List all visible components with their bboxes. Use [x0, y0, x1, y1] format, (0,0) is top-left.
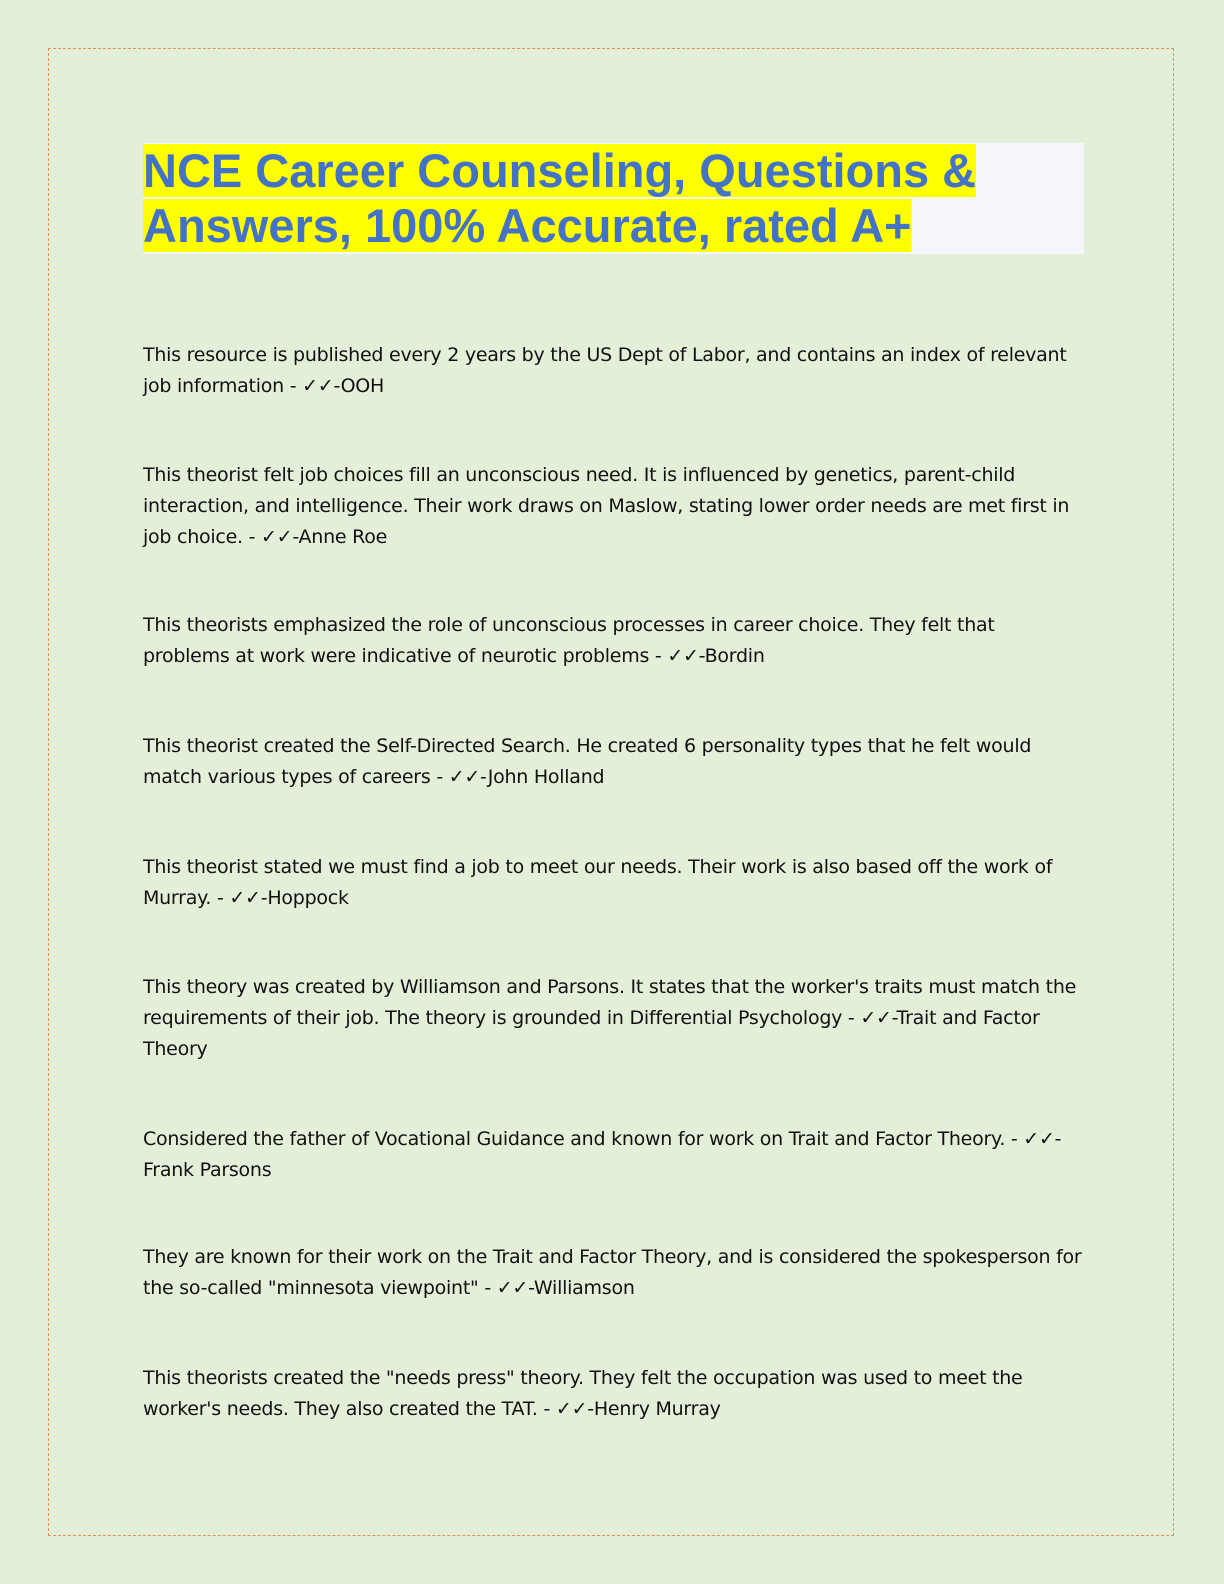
answer-text: Williamson [533, 1277, 635, 1299]
title-highlight: NCE Career Counseling, Questions & Answers, 100% Accurate, rated A+ [143, 144, 977, 252]
title-block [143, 143, 1084, 254]
check-separator: - ✓✓- [649, 645, 705, 667]
question-text: This theorist stated we must find a job to meet our needs. Their work is also based off the work of Murray. [143, 856, 1053, 909]
question-text: This theorists created the "needs press" theory. They felt the occupation was used to meet the worker's needs. They also created the TAT. [143, 1367, 1023, 1420]
qa-item [143, 610, 1083, 672]
check-separator: - ✓✓- [242, 526, 299, 548]
answer-text: Henry Murray [593, 1398, 721, 1420]
answer-text: Trait and Factor Theory [143, 1007, 1040, 1060]
question-text: This theory was created by Williamson and Parsons. It states that the worker's traits must match the requirements of their job. The theory is grounded in Differential Psychology [143, 976, 1077, 1029]
answer-text: Anne Roe [298, 526, 388, 548]
check-separator: - ✓✓- [430, 766, 488, 788]
document-title [143, 143, 1084, 253]
answer-text: Hoppock [267, 887, 349, 909]
check-separator: - ✓✓- [537, 1398, 594, 1420]
question-text: This theorists emphasized the role of unconscious processes in career choice. They felt that problems at work were indicative of neurotic problems [143, 614, 995, 667]
check-separator: - ✓✓- [1005, 1128, 1062, 1150]
check-separator: - ✓✓- [283, 375, 341, 397]
answer-text: OOH [340, 375, 385, 397]
question-text: This theorist created the Self-Directed Search. He created 6 personality types that he felt would match various types of careers [143, 735, 1032, 788]
answer-text: John Holland [487, 766, 605, 788]
check-separator: - ✓✓- [478, 1277, 534, 1299]
qa-item [143, 460, 1083, 553]
qa-item [143, 1124, 1083, 1186]
question-text: They are known for their work on the Trait and Factor Theory, and is considered the spokesperson for the so-called "minnesota viewpoint" [143, 1246, 1082, 1299]
qa-item [143, 731, 1083, 793]
check-separator: - ✓✓- [842, 1007, 897, 1029]
question-text: This theorist felt job choices fill an unconscious need. It is influenced by genetics, parent-child interaction, and intelligence. Their work draws on Maslow, stating lower order needs are met first in job choice. [143, 464, 1070, 548]
qa-item [143, 852, 1083, 914]
qa-item [143, 972, 1083, 1065]
question-text: This resource is published every 2 years by the US Dept of Labor, and contains an index of relevant job information [143, 344, 1067, 397]
qa-item [143, 340, 1083, 402]
qa-item [143, 1363, 1083, 1425]
qa-item [143, 1242, 1083, 1304]
question-text: Considered the father of Vocational Guidance and known for work on Trait and Factor Theory. [143, 1128, 1006, 1150]
check-separator: - ✓✓- [211, 887, 268, 909]
answer-text: Frank Parsons [143, 1159, 272, 1181]
answer-text: Bordin [704, 645, 765, 667]
